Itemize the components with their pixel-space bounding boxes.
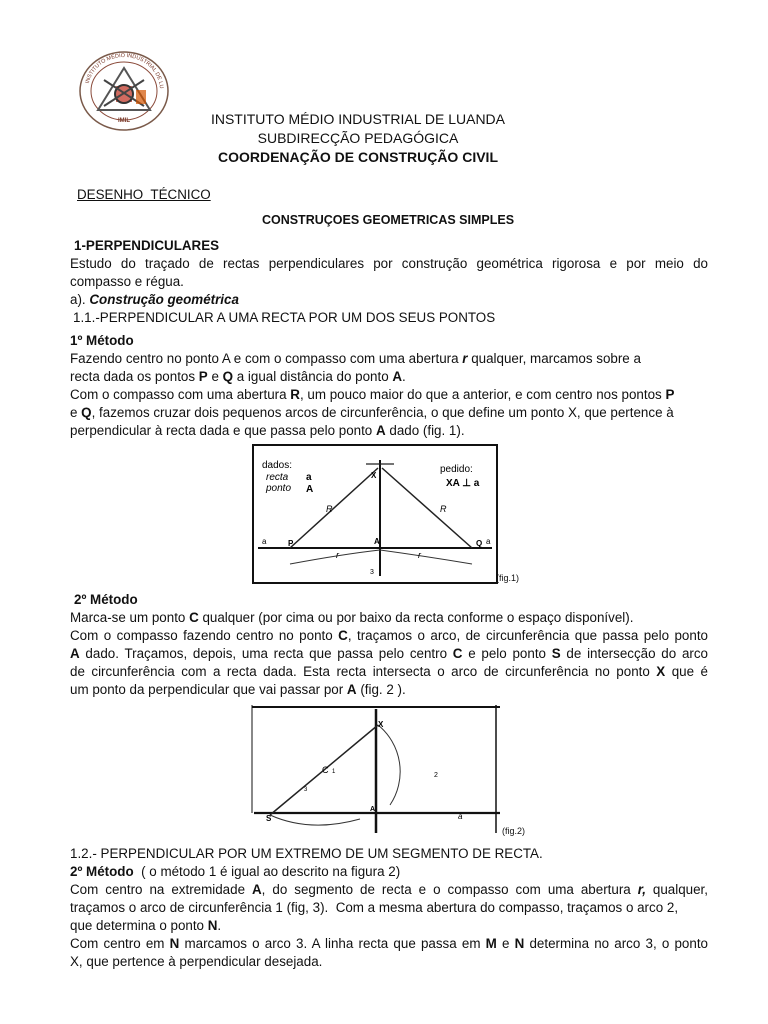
method1-line-3: Com o compasso com uma abertura R, um pouco maior do que a anterior, e com centro nos pontos P [70,387,675,402]
method2-line-2: Com o compasso fazendo centro no ponto C, traçamos o arco, de circunferência que passa pelo ponto [70,628,708,643]
fig1-a-line-right: a [486,537,491,546]
method2-title: 2º Método [74,592,138,607]
logo-ring-text: INSTITUTO MÉDIO INDUSTRIAL DE LU [84,52,165,89]
section-1-2-line-2: traçamos o arco de circunferência 1 (fig, 3). Com a mesma abertura do compasso, traçamos o arco 2, [70,900,679,915]
subsection-a-prefix: a). [70,292,90,307]
subheading-1-1: 1.1.-PERPENDICULAR A UMA RECTA POR UM DOS SEUS PONTOS [73,310,496,325]
fig2-A: A [370,806,376,813]
figure-1-drawing [254,446,496,582]
coordination-name: COORDENAÇÃO DE CONSTRUÇÃO CIVIL [217,149,498,165]
fig1-a-given: a [306,472,312,483]
fig2-a: a [458,812,463,821]
method2-line-4: de circunferência com a recta dada. Esta recta intersecta o arco de circunferência no ponto X que é [70,664,708,679]
section-1-2-method2: 2º Método ( o método 1 é igual ao descrito na figura 2) [70,864,401,879]
method1-line-2: recta dada os pontos P e Q a igual distância do ponto A. [70,369,406,384]
subsection-a-title: Construção geométrica [89,292,239,307]
fig2-arc-bottom [270,815,360,825]
method2-line-1: Marca-se um ponto C qualquer (por cima ou por baixo da recta conforme o espaço disponível). [70,610,634,625]
section-1-2-line-3: que determina o ponto N. [70,918,222,933]
svg-text:INSTITUTO MÉDIO INDUSTRIAL DE [78,50,164,89]
method1-title: 1º Método [70,333,134,348]
figure-2-caption: (fig.2) [502,826,526,836]
fig1-ponto: ponto [266,483,292,494]
fig2-X: X [378,720,384,729]
figure-1 [252,444,498,584]
fig2-S: S [266,814,272,823]
fig1-recta: recta [266,472,289,483]
intro-line-1: Estudo do traçado de rectas perpendiculares por construção geométrica rigorosa e por meio do [70,256,708,271]
fig1-r-arc-right [380,550,472,564]
fig1-r-arc-left [290,550,380,564]
subsection-a [70,291,708,309]
section-1-2-line-1: Com centro na extremidade A, do segmento de recta e o compasso com uma abertura r, qualquer, [70,882,709,897]
fig2-C: C [322,765,329,775]
fig1-r-left: r [336,550,339,560]
fig1-pedido-expr: XA ⊥ a [446,478,480,489]
section-1-2-method2-title: 2º Método [70,864,134,879]
document-title: CONSTRUÇOES GEOMETRICAS SIMPLES [261,213,515,227]
fig1-R-left: R [326,504,333,514]
method1-line-1: Fazendo centro no ponto A e com o compasso com uma abertura r qualquer, marcamos sobre a [70,351,641,366]
fig1-Q: Q [476,539,483,548]
subdirection-name: SUBDIRECÇÃO PEDAGÓGICA [257,130,459,146]
fig2-num1: 1 [332,769,336,775]
fig1-R-right: R [440,504,447,514]
logo-initials: IMIL [118,118,130,124]
fig2-num3: 3 [304,787,308,793]
figure-2 [250,703,502,835]
figure-2-drawing [250,703,502,835]
fig1-a-line-left: a [262,537,267,546]
intro-line-2: compasso e régua. [70,274,184,289]
method2-line-5: um ponto da perpendicular que vai passar por A (fig. 2 ). [70,682,406,697]
section-1-2-line-4: Com centro em N marcamos o arco 3. A linha recta que passa em M e N determina no arco 3, o ponto [70,936,708,951]
method1-line-5: perpendicular à recta dada e que passa pelo ponto A dado (fig. 1). [70,423,465,438]
figure-1-caption: (fig.1) [496,573,520,583]
fig1-X: X [371,471,377,480]
section-heading-perpendiculares: 1-PERPENDICULARES [74,238,220,253]
fig1-P: P [288,539,294,548]
fig1-pedido: pedido: [440,464,473,475]
fig2-arc [378,725,400,805]
fig1-A: A [374,537,380,546]
section-1-2-heading: 1.2.- PERPENDICULAR POR UM EXTREMO DE UM SEGMENTO DE RECTA. [70,846,543,861]
section-1-2-line-5: X, que pertence à perpendicular desejada. [70,954,323,969]
fig2-num2: 2 [434,772,438,779]
subject-label: DESENHO TÉCNICO [77,187,211,202]
institute-name: INSTITUTO MÉDIO INDUSTRIAL DE LUANDA [210,111,506,127]
fig1-arc-line-left [290,468,378,548]
method1-line-4: e Q, fazemos cruzar dois pequenos arcos de circunferência, o que define um ponto X, que pertence à [70,405,674,420]
fig1-A-given: A [306,484,314,495]
method2-line-3: A dado. Traçamos, depois, uma recta que passa pelo centro C e pelo ponto S de intersecção do arco [70,646,709,661]
fig1-dados: dados: [262,460,293,471]
fig1-number: 3 [370,569,374,576]
fig1-r-right: r [418,550,421,560]
